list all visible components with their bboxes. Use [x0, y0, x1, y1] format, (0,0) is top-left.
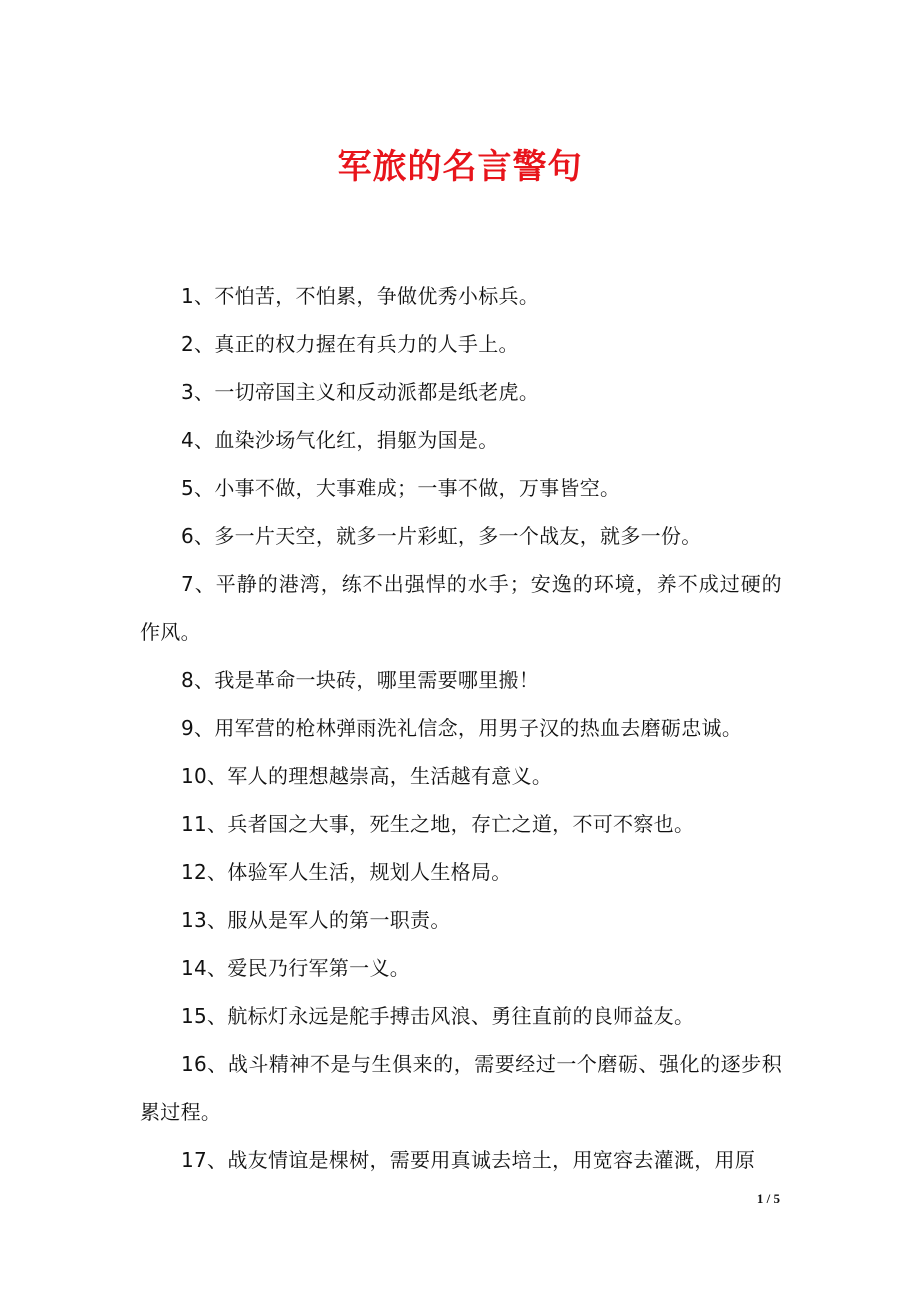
page-title: 军旅的名言警句	[337, 147, 583, 187]
quote-paragraph: 1、不怕苦，不怕累，争做优秀小标兵。	[181, 284, 540, 308]
quote-paragraph: 3、一切帝国主义和反动派都是纸老虎。	[181, 380, 540, 404]
quote-paragraph: 4、血染沙场气化红，捐躯为国是。	[181, 428, 499, 452]
quote-paragraph: 8、我是革命一块砖，哪里需要哪里搬！	[181, 668, 540, 692]
quote-paragraph: 16、战斗精神不是与生俱来的，需要经过一个磨砺、强化的逐步积累过程。	[140, 1052, 782, 1124]
quote-paragraph: 6、多一片天空，就多一片彩虹，多一个战友，就多一份。	[181, 524, 702, 548]
quote-paragraph: 15、航标灯永远是舵手搏击风浪、勇往直前的良师益友。	[181, 1004, 695, 1028]
quote-paragraph: 12、体验军人生活，规划人生格局。	[181, 860, 512, 884]
quote-paragraph: 10、军人的理想越崇高，生活越有意义。	[181, 764, 553, 788]
quote-paragraph: 11、兵者国之大事，死生之地，存亡之道，不可不察也。	[181, 812, 695, 836]
quote-paragraph: 9、用军营的枪林弹雨洗礼信念，用男子汉的热血去磨砺忠诚。	[181, 716, 743, 740]
page-number: 1 / 5	[756, 1191, 780, 1206]
quote-paragraph: 13、服从是军人的第一职责。	[181, 908, 451, 932]
quote-paragraph: 14、爱民乃行军第一义。	[181, 956, 411, 980]
quote-paragraph: 5、小事不做，大事难成；一事不做，万事皆空。	[181, 476, 621, 500]
quote-paragraph: 7、平静的港湾，练不出强悍的水手；安逸的环境，养不成过硬的作风。	[140, 572, 782, 644]
quote-paragraph: 2、真正的权力握在有兵力的人手上。	[181, 332, 519, 356]
quote-paragraph: 17、战友情谊是棵树，需要用真诚去培土，用宽容去灌溉，用原	[181, 1148, 756, 1172]
document-body	[140, 272, 782, 1184]
